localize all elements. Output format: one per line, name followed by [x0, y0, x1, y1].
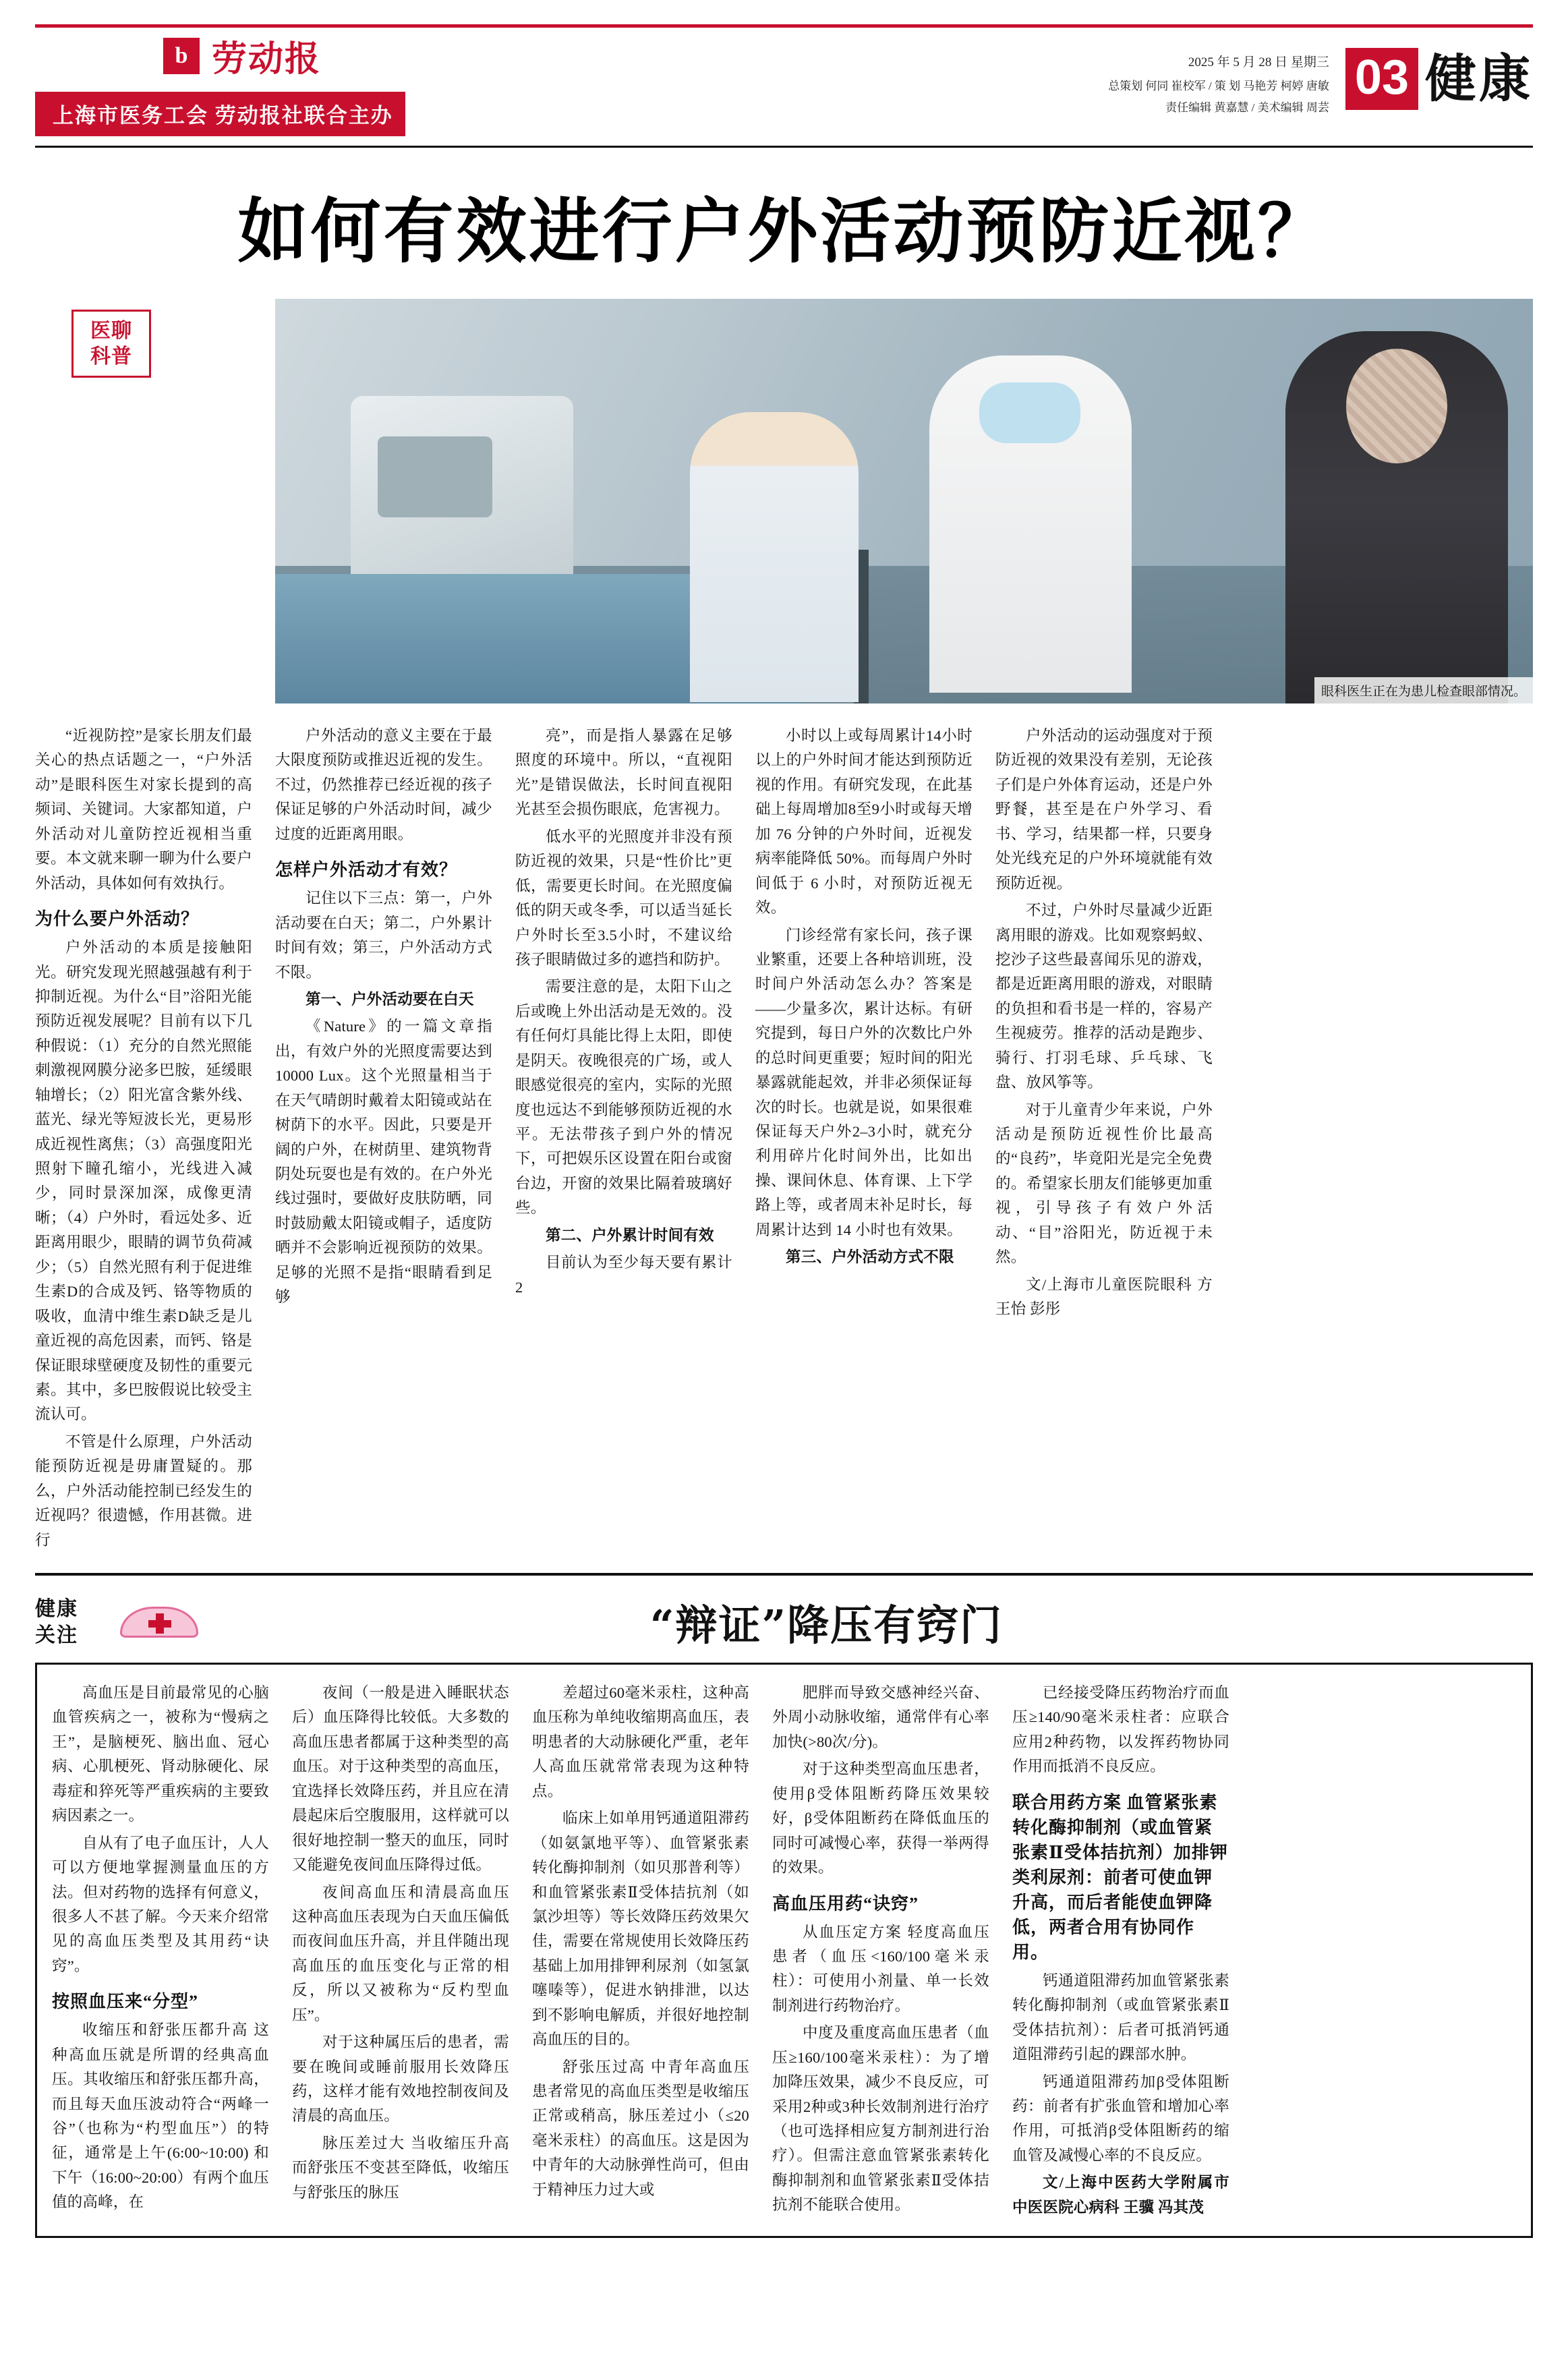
- article2-column-2: [292, 1681, 509, 2222]
- article2-title: “辩证”降压有窍门: [649, 1601, 1004, 1650]
- subheading: 按照血压来“分型”: [52, 1992, 199, 2012]
- paragraph: 户外活动的运动强度对于预防近视的效果没有差别，无论孩子们是户外体育运动，还是户外野餐，甚至是在户外学习、看书、学习，结果都一样，只要身处光线充足的户外环境就能有效预防近视。: [995, 727, 1213, 892]
- article1-column-3: [515, 724, 732, 1555]
- credit-line-1: 总策划 何同 崔校军 / 策 划 马艳芳 柯婷 唐敏: [1108, 80, 1329, 93]
- photo-parent: [1285, 331, 1508, 703]
- masthead-right: [1108, 30, 1533, 118]
- page-number: 03: [1345, 48, 1418, 110]
- paragraph: 肥胖而导致交感神经兴奋、外周小动脉收缩，通常伴有心率加快(>80次/分)。: [772, 1684, 989, 1750]
- article-divider: [35, 1573, 1533, 1576]
- article2-tag: [35, 1596, 116, 1648]
- subheading: 联合用药方案 血管紧张素转化酶抑制剂（或血管紧张素Ⅱ受体拮抗剂）加排钾类利尿剂：前者可使血钾升高，而后者能使血钾降低，两者合用有协同作用。: [1012, 1792, 1228, 1962]
- paragraph: 《Nature》的一篇文章指出，有效户外的光照度需要达到10000 Lux。这个光照量相当于在天气晴朗时戴着太阳镜或站在树荫下的水平。因此，只要是开阔的户外，在树荫里、建筑物背阴处玩耍也是有效的。在户外光线过强时，要做好皮肤防晒，同时鼓励戴太阳镜或帽子，适度防晒并不会影响近视预防的效果。足够的光照不是指“眼睛看到足够: [275, 1018, 492, 1306]
- article1-tag: 医聊 科普: [71, 310, 151, 378]
- paragraph: 小时以上或每周累计14小时以上的户外时间才能达到预防近视的作用。有研究发现，在此基础上每周增加8至9小时或每天增加 76 分钟的户外时间，近视发病率能降低 50%。而每周户外时间低于 6 小时，对预防近视无效。: [755, 727, 972, 917]
- paragraph: 从血压定方案 轻度高血压患者（血压<160/100毫米汞柱）：可使用小剂量、单一长效制剂进行药物治疗。: [772, 1923, 989, 2014]
- article1-photo: [275, 299, 1533, 703]
- publication-name: 劳动报: [212, 38, 322, 80]
- paragraph: “近视防控”是家长朋友们最关心的热点话题之一，“户外活动”是眼科医生对家长提到的高频词、关键词。大家都知道，户外活动对儿童防控近视相当重要。本文就来聊一聊为什么要户外活动，具体如何有效执行。: [35, 727, 252, 892]
- subheading: 高血压用药“诀窍”: [772, 1893, 919, 1914]
- top-red-rule: [35, 24, 1533, 28]
- photo-caption: 眼科医生正在为患儿检查眼部情况。: [1314, 677, 1533, 703]
- subheading: 为什么要户外活动？: [35, 909, 200, 929]
- paragraph: 高血压是目前最常见的心脑血管疾病之一，被称为“慢病之王”，是脑梗死、脑出血、冠心病、心肌梗死、肾动脉硬化、尿毒症和猝死等严重疾病的主要致病因素之一。: [52, 1684, 269, 1825]
- paragraph: 对于这种属压后的患者，需要在晚间或睡前服用长效降压药，这样才能有效地控制夜间及清晨的高血压。: [292, 2034, 509, 2125]
- paragraph: 户外活动的本质是接触阳光。研究发现光照越强越有利于抑制近视。为什么“目”浴阳光能预防近视发展呢？目前有以下几种假说：（1）充分的自然光照能刺激视网膜分泌多巴胺，延缓眼轴增长；（2）阳光富含紫外线、蓝光、绿光等短波长光，更易形成近视性离焦；（3）高强度阳光照射下瞳孔缩小，光线进入减少，同时景深加深，成像更清晰；（4）户外时，看远处多、近距离用眼少，眼睛的调节负荷减少；（5）自然光照有利于促进维生素D的合成及钙、铬等物质的吸收，血清中维生素D缺乏是儿童近视的高危因素，而钙、铬是保证眼球壁硬度及韧性的重要元素。其中，多巴胺假说比较受主流认可。: [35, 939, 252, 1423]
- article2-column-1: [52, 1681, 269, 2222]
- paragraph: 需要注意的是，太阳下山之后或晚上外出活动是无效的。没有任何灯具能比得上太阳，即使是阴天。夜晚很亮的广场，或人眼感觉很亮的室内，实际的光照度也远达不到能够预防近视的水平。无法带孩子到户外的情况下，可把娱乐区设置在阳台或窗台边，开窗的效果比隔着玻璃好些。: [515, 978, 732, 1217]
- paragraph: 收缩压和舒张压都升高 这种高血压就是所谓的经典高血压。其收缩压和舒张压都升高，而且每天血压波动符合“两峰一谷”（也称为“杓型血压”）的特征，通常是上午(6:00~10:00) 和下午（16:00~20:00）有两个血压值的高峰，在: [52, 2021, 269, 2211]
- subheading: 怎样户外活动才有效？: [275, 860, 458, 880]
- paragraph: 已经接受降压药物治疗而血压≥140/90毫米汞柱者：应联合应用2种药物，以发挥药物协同作用而抵消不良反应。: [1012, 1684, 1229, 1775]
- article2-column-3: [532, 1681, 749, 2222]
- article1-top: [35, 299, 1533, 703]
- sub-subheading: 第一、户外活动要在白天: [306, 990, 474, 1008]
- article2-tag-line1: 健康: [35, 1597, 78, 1620]
- masthead-rule: [35, 146, 1533, 148]
- paragraph: 目前认为至少每天要有累计2: [515, 1254, 732, 1296]
- article1-column-2: [275, 724, 492, 1555]
- article1-byline: 文/上海市儿童医院眼科 方王怡 彭彤: [995, 1275, 1213, 1318]
- paragraph: 自从有了电子血压计，人人可以方便地掌握测量血压的方法。但对药物的选择有何意义，很多人不甚了解。今天来介绍常见的高血压类型及其用药“诀窍”。: [52, 1834, 269, 1974]
- paragraph: 临床上如单用钙通道阻滞药（如氨氯地平等）、血管紧张素转化酶抑制剂（如贝那普利等）和血管紧张素Ⅱ受体拮抗剂（如氯沙坦等）等长效降压药效果欠佳，需要在常规使用长效降压药基础上加用排钾利尿剂（如氢氯噻嗪等），促进水钠排泄，以达到不影响电解质，并很好地控制高血压的目的。: [532, 1810, 749, 2048]
- paragraph: 脉压差过大 当收缩压升高而舒张压不变甚至降低，收缩压与舒张压的脉压: [292, 2134, 509, 2201]
- article2-box: [35, 1663, 1533, 2238]
- article1-columns: [35, 724, 1533, 1555]
- article2-byline: 文/上海中医药大学附属市中医医院心病科 王骥 冯其茂: [1012, 2174, 1229, 2216]
- publication-logo: [35, 30, 656, 81]
- page-section-block: [1345, 48, 1533, 110]
- paragraph: 差超过60毫米汞柱，这种高血压称为单纯收缩期高血压，表明患者的大动脉硬化严重，老年人高血压就常常表现为这种特点。: [532, 1684, 749, 1800]
- paragraph: 夜间高血压和清晨高血压 这种高血压表现为白天血压偏低而夜间血压升高，并且伴随出现高血压的血压变化与正常的相反，所以又被称为“反杓型血压”。: [292, 1883, 509, 2023]
- credit-line-2: 责任编辑 黄嘉慧 / 美术编辑 周芸: [1165, 100, 1329, 114]
- paragraph: 钙通道阻滞药加β受体阻断药：前者有扩张血管和增加心率作用，可抵消β受体阻断药的缩血管及减慢心率的不良反应。: [1012, 2073, 1229, 2164]
- paragraph: 低水平的光照度并非没有预防近视的效果，只是“性价比”更低，需要更长时间。在光照度偏低的阴天或冬季，可以适当延长户外时长至3.5小时，不建议给孩子眼睛做过多的遮挡和防护。: [515, 828, 732, 968]
- article1-headline: 如何有效进行户外活动预防近视？: [237, 190, 1331, 272]
- paragraph: 夜间（一般是进入睡眠状态后）血压降得比较低。大多数的高血压患者都属于这种类型的高血压。对于这种类型的高血压，宜选择长效降压药，并且应在清晨起床后空腹服用，这样就可以很好地控制一整天的血压，同时又能避免夜间血压降得过低。: [292, 1684, 509, 1874]
- nurse-hat-icon: [120, 1603, 201, 1642]
- paragraph: 不管是什么原理，户外活动能预防近视是毋庸置疑的。那么，户外活动能控制已经发生的近视吗？很遗憾，作用甚微。进行: [35, 1433, 252, 1549]
- article1-lead-column: [35, 299, 252, 703]
- photo-doctor: [929, 355, 1132, 693]
- photo-blurred-face: [1346, 349, 1447, 463]
- article1-column-5: [995, 724, 1213, 1555]
- article2-tag-line2: 关注: [35, 1624, 78, 1646]
- masthead: [35, 30, 1533, 136]
- paragraph: 记住以下三点：第一，户外活动要在白天；第二，户外累计时间有效；第三，户外活动方式不限。: [275, 890, 492, 981]
- paragraph: 户外活动的意义主要在于最大限度预防或推迟近视的发生。不过，仍然推荐已经近视的孩子保证足够的户外活动时间，减少过度的近距离用眼。: [275, 727, 492, 842]
- paragraph: 门诊经常有家长问，孩子课业繁重，还要上各种培训班，没时间户外活动怎么办？答案是——少量多次，累计达标。有研究提到，每日户外的次数比户外的总时间更重要；短时间的阳光暴露就能起效，并非必须保证每次的时长。也就是说，如果很难保证每天户外2–3小时，就充分利用碎片化时间外出，比如出操、课间休息、体育课、上下学路上等，或者周末补足时长，每周累计达到 14 小时也有效果。: [755, 926, 972, 1238]
- paragraph: 不过，户外时尽量减少近距离用眼的游戏。比如观察蚂蚁、挖沙子这些最喜闻乐见的游戏，都是近距离用眼的游戏，对眼睛的负担和看书是一样的，容易产生视疲劳。推荐的活动是跑步、骑行、打羽毛球、乒乓球、飞盘、放风筝等。: [995, 902, 1213, 1091]
- paragraph: 中度及重度高血压患者（血压≥160/100毫米汞柱）：为了增加降压效果，减少不良反应，可采用2种或3种长效制剂进行治疗（也可选择相应复方制剂进行治疗）。但需注意血管紧张素转化酶抑制剂和血管紧张素Ⅱ受体拮抗剂不能联合使用。: [772, 2024, 989, 2214]
- section-title: 健康: [1425, 49, 1533, 109]
- paragraph: 钙通道阻滞药加血管紧张素转化酶抑制剂（或血管紧张素Ⅱ受体拮抗剂）：后者可抵消钙通道阻滞药引起的踝部水肿。: [1012, 1972, 1229, 2063]
- article1-column-1: [35, 724, 252, 1555]
- paragraph: 对于儿童青少年来说，户外活动是预防近视性价比最高的“良药”，毕竟阳光是完全免费的。希望家长朋友们能够更加重视，引导孩子有效户外活动、“目”浴阳光，防近视于未然。: [995, 1101, 1213, 1266]
- issue-credits: [1108, 48, 1329, 118]
- article2-column-5: [1012, 1681, 1229, 2222]
- sub-subheading: 第三、户外活动方式不限: [786, 1248, 954, 1266]
- paragraph: 舒张压过高 中青年高血压患者常见的高血压类型是收缩压正常或稍高，脉压差过小（≤20毫米汞柱）的高血压。这是因为中青年的大动脉弹性尚可，但由于精神压力过大或: [532, 2058, 749, 2198]
- article1-column-4: [755, 724, 972, 1555]
- article1-photo-wrap: [275, 299, 1533, 703]
- photo-child: [690, 412, 859, 702]
- article2-header: [35, 1592, 1533, 1652]
- organizer-banner: 上海市医务工会 劳动报社联合主办: [35, 92, 405, 136]
- article2-column-4: [772, 1681, 989, 2222]
- sub-subheading: 第二、户外累计时间有效: [546, 1226, 714, 1244]
- issue-date: 2025 年 5 月 28 日 星期三: [1188, 55, 1329, 69]
- paragraph: 亮”，而是指人暴露在足够照度的环境中。所以，“直视阳光”是错误做法，长时间直视阳光甚至会损伤眼底，危害视力。: [515, 727, 732, 818]
- masthead-left: [35, 30, 656, 136]
- paragraph: 对于这种类型高血压患者，使用β受体阻断药降压效果较好，β受体阻断药在降低血压的同时可减慢心率，获得一举两得的效果。: [772, 1760, 989, 1876]
- logo-badge-icon: b: [163, 38, 200, 74]
- article2-columns: [52, 1681, 1516, 2222]
